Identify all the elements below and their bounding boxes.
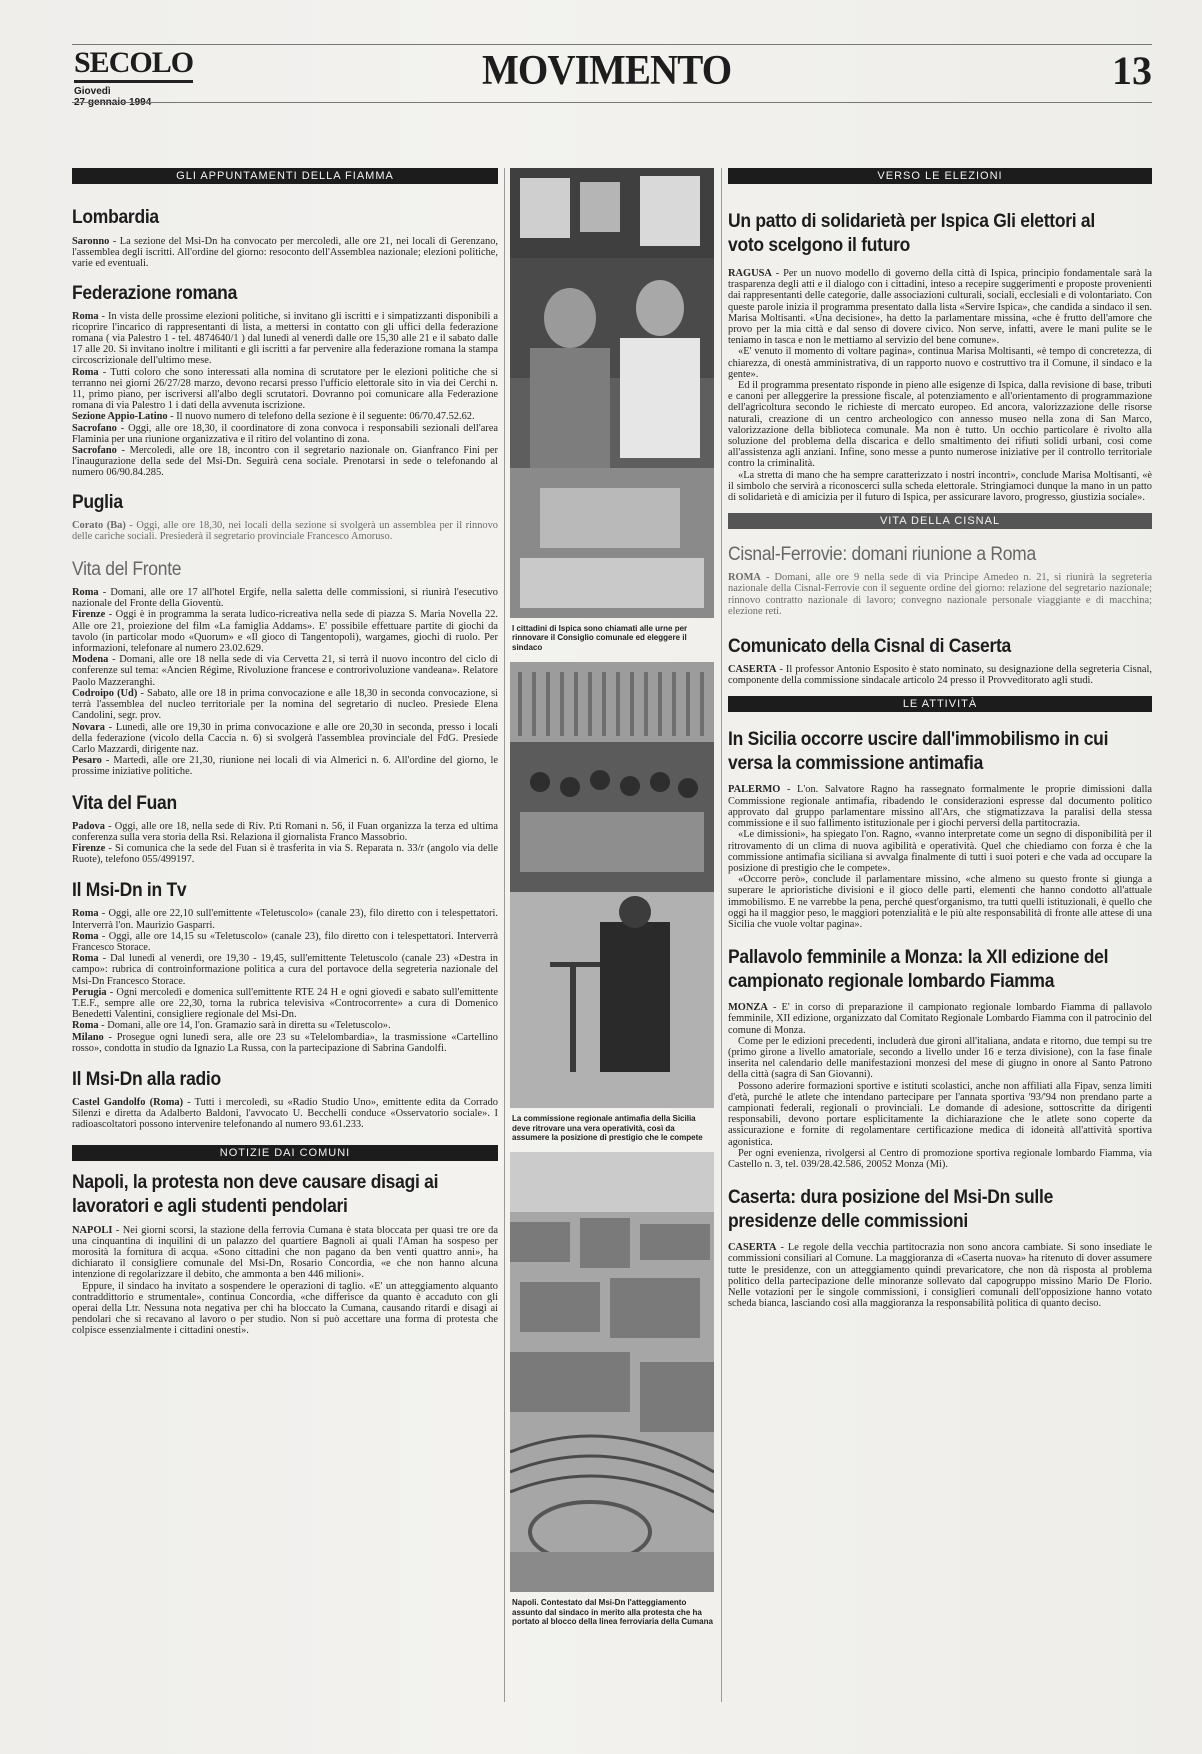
dateline: NAPOLI bbox=[72, 1224, 113, 1236]
article-text: - Oggi, alle ore 22,10 sull'emittente «Teletuscolo» (canale 23), filo diretto con i telespettatori. Interverrà l'on. Maurizio Gasparri. bbox=[72, 908, 498, 931]
article-radio bbox=[72, 1097, 498, 1131]
dateline: Sezione Appio-Latino bbox=[72, 411, 168, 423]
article-cisnal bbox=[728, 572, 1152, 617]
article-text: - Per un nuovo modello di governo della città di Ispica, principio fondamentale sarà la trasparenza degli atti e il dialogo con i cittadini, inteso a recepire suggerimenti e proposte provenienti dai rappresentanti delle categorie, dalle associazioni culturali, sociali, ecclesiali e di volontariato. Con queste parole inizia il programma presentato dalla lista «Servire Ispica», che candida a sindaco il sen. Marisa Moltisanti. «Una decisione», ha detto la parlamentare missina, «che è frutto dell'amore che provo per la mia città e dal senso di dovere civico. Non serve, infatti, avere le mani pulite se le teniamo in tasca e non le mettiamo al servizio del bene comune». bbox=[728, 268, 1152, 347]
section-kicker-cisnal: VITA DELLA CISNAL bbox=[728, 513, 1152, 529]
article-text: - Dal lunedì al venerdì, ore 19,30 - 19,45, sull'emittente Teletuscolo (canale 23) «Destra in campo»: rubrica di controinformazione politica a cura del portavoce della segreteria nazionale del Msi-Dn Francesco Storace. bbox=[72, 953, 498, 987]
dateline: CASERTA bbox=[728, 664, 777, 676]
article-text: - Oggi è in programma la serata ludico-ricreativa nella sede di piazza S. Maria Novella 22. Alle ore 21, proiezione del film «La famiglia Addams». E' possibile effettuare partite di giochi da tavolo (in particolar modo «Quorum» e «Il gioco di Tangentopoli), wargames, giochi di ruolo. Per informazioni, telefonare al numero 23.02.629. bbox=[72, 609, 498, 655]
article-text: - Sabato, alle ore 18 in prima convocazione e alle 18,30 in seconda convocazione, si terrà l'assemblea del nucleo territoriale per la nomina del segretario di nucleo. Presiede Elena Candolini, segr. prov. bbox=[72, 687, 499, 722]
dateline: Roma bbox=[72, 953, 99, 965]
photo-column bbox=[510, 168, 714, 1637]
dateline: Roma bbox=[72, 587, 99, 599]
heading-lombardia: Lombardia bbox=[72, 207, 159, 228]
article-fronte-6 bbox=[72, 755, 498, 777]
masthead-bottom-rule bbox=[72, 102, 1152, 103]
article-tv-1 bbox=[72, 908, 498, 930]
article-lombardia bbox=[72, 236, 498, 270]
dateline: Sacrofano bbox=[72, 445, 117, 457]
article-ispica-2: «E' venuto il momento di voltare pagina», continua Marisa Moltisanti, «è tempo di concretezza, di chiarezza, di onestà amministrativa, di un rapporto nuovo e costruttivo tra il Comune, il sindaco e la gente». bbox=[728, 346, 1152, 380]
article-text: - Oggi, alle ore 18,30, il coordinatore di zona convoca i responsabili sezionali dell'area Flaminia per una riunione organizzativa e il ritiro del volantino di zona. bbox=[72, 422, 498, 445]
article-roma-2 bbox=[72, 367, 498, 412]
newspaper-logo: SECOLO bbox=[74, 46, 193, 83]
dateline: Padova bbox=[72, 820, 105, 832]
article-roma-3 bbox=[72, 411, 498, 422]
dateline: Milano bbox=[72, 1031, 104, 1043]
dateline: CASERTA bbox=[728, 1242, 777, 1254]
issue-weekday: Giovedì bbox=[74, 86, 111, 97]
dateline: Roma bbox=[72, 1020, 99, 1032]
photo-antimafia-commission bbox=[510, 662, 714, 1108]
section-kicker-appuntamenti: GLI APPUNTAMENTI DELLA FIAMMA bbox=[72, 168, 498, 184]
photo-antimafia-image bbox=[510, 662, 714, 1108]
article-roma-1 bbox=[72, 311, 498, 367]
article-text: - Nei giorni scorsi, la stazione della ferrovia Cumana è stata bloccata per quasi tre ore da una cinquantina di inquilini di un palazzo del quartiere Bagnoli ai quali l'Aman ha sospeso per morosità la fornitura di acqua. «Sono cittadini che non pagano da ben venti quattro anni», ha dichiarato il consigliere comunale del Msi-Dn, Rosario Concordia, «e che non hanno alcuna intenzione di regolarizzare il debito, che ammonta a ben 446 milioni». bbox=[72, 1224, 498, 1281]
article-monza-1 bbox=[728, 1002, 1152, 1036]
section-kicker-attivita: LE ATTIVITÀ bbox=[728, 696, 1152, 712]
article-ispica-3: Ed il programma presentato risponde in pieno alle esigenze di Ispica, dalla revisione di base, tributi e canoni per alleggerire la pressione fiscale, al potenziamento e all'orientamento di programmazione dell'agricoltura secondo le richieste di mercato europeo. Ed ancora, valorizzazione delle risorse naturali, creazione di un centro archeologico con annesso museo nella zona di San Marco, valorizzazione della biblioteca comunale. Ma non è tutto. Un occhio particolare è rivolto alla soluzione del problema della discarica e dello smaltimento dei rifiuti solidi urbani, così come all'assistenza agli anziani. Infine, sono messe a punto numerose iniziative per il controllo territoriale contro la criminalità. bbox=[728, 380, 1152, 470]
article-sicilia-1 bbox=[728, 784, 1152, 829]
article-tv-3 bbox=[72, 953, 498, 987]
article-text: - Domani, alle ore 14, l'on. Gramazio sarà in diretta su «Teletuscolo». bbox=[98, 1020, 391, 1032]
article-sicilia-2: «Le dimissioni», ha spiegato l'on. Ragno, «vanno interpretate come un segno di disponibilità per il ritrovamento di un clima di nuova agibilità e operatività. Quel che chiediamo con forza è che la commissione antimafia siciliana si avvalga finalmente di tutti i suoi poteri e che vada ad occupare la posizione di prestigio che le compete». bbox=[728, 829, 1152, 874]
article-fuan-2 bbox=[72, 843, 498, 865]
article-cisnal-caserta bbox=[728, 664, 1152, 686]
issue-date bbox=[74, 86, 151, 108]
dateline: Roma bbox=[72, 310, 99, 322]
photo-caption-napoli: Napoli. Contestato dal Msi-Dn l'atteggiamento assunto dal sindaco in merito alla protesta che ha portato al blocco della linea ferroviaria della Cumana bbox=[512, 1598, 713, 1627]
article-text: - In vista delle prossime elezioni politiche, si invitano gli iscritti e i simpatizzanti disponibili a ricoprire l'incarico di rappresentanti di lista, a mettersi in contatto con gli uffici della federazione romana ( via Palestro 1 - tel. 4874640/1 ) dal lunedì al venerdì dalle ore 15,30 alle 21 e il sabato dalle 17 alle 20. Si invitano inoltre i militanti e gli iscritti a far pervenire alla federazione romana la stampa circoscrizionale dell'ultimo mese. bbox=[72, 310, 498, 367]
article-fronte-4 bbox=[72, 688, 498, 722]
heading-cisnal-ferrovie: Cisnal-Ferrovie: domani riunione a Roma bbox=[728, 544, 1036, 566]
article-text: - Prosegue ogni lunedì sera, alle ore 23 su «Telelombardia», la trasmissione «Cartellino rosso», condotta in studio da Ignazio La Russa, con la partecipazione di Sabrina Gandolfi. bbox=[72, 1031, 498, 1054]
article-roma-4 bbox=[72, 423, 498, 445]
article-text: - L'on. Salvatore Ragno ha rassegnato formalmente le proprie dimissioni dalla Commissione regionale antimafia, ribadendo le considerazioni espresse dal documento politico approvato dal gruppo parlamentare missino all'Ars, che stigmatizzava la paralisi della stessa commissione e il suo fallimento istituzionale per i giochi perversi della partitocrazia. bbox=[728, 784, 1152, 830]
article-roma-5 bbox=[72, 445, 498, 479]
heading-caserta-presidenze: Caserta: dura posizione del Msi-Dn sulle presidenze delle commissioni bbox=[728, 1187, 1054, 1233]
article-tv-5 bbox=[72, 1020, 498, 1031]
heading-ispica: Un patto di solidarietà per Ispica Gli elettori al voto scelgono il futuro bbox=[728, 211, 1095, 256]
dateline: ROMA bbox=[728, 572, 761, 584]
dateline: Firenze bbox=[72, 609, 106, 621]
article-text: - Oggi, alle ore 14,15 su «Teletuscolo» (canale 23), filo diretto con i telespettatori. Interverrà Francesco Storace. bbox=[72, 930, 498, 953]
dateline: Modena bbox=[72, 654, 109, 666]
dateline: Sacrofano bbox=[72, 422, 117, 434]
photo-napoli-image bbox=[510, 1152, 714, 1592]
dateline: RAGUSA bbox=[728, 268, 772, 279]
article-text: - Lunedì, alle ore 19,30 in prima convocazione e alle ore 20,30 in seconda, presso i locali della federazione (vicolo della Caccia n. 6) si svolgerà l'assemblea provinciale del FdG. Presiede Carlo Mazzardi, dirigente naz. bbox=[72, 721, 498, 755]
masthead-top-rule bbox=[72, 44, 1152, 45]
article-monza-4: Per ogni evenienza, rivolgersi al Centro di promozione sportiva regionale lombardo Fiamma, via Castello n. 3, tel. 039/28.42.586, 20052 Monza (Mi). bbox=[728, 1147, 1152, 1170]
dateline: Pesaro bbox=[72, 755, 102, 767]
photo-caption-antimafia: La commissione regionale antimafia della Sicilia deve ritrovare una vera operatività, così da assumere la posizione di prestigio che le compete bbox=[512, 1114, 703, 1143]
article-ispica-4: «La stretta di mano che ha sempre caratterizzato i nostri incontri», conclude Marisa Moltisanti, «è il simbolo che servirà a riconoscerci sulla scheda elettorale. Stringiamoci dunque la mano in un patto di solidarietà e di amicizia per il futuro di Ispica, per assicurare lavoro, progresso, giustizia sociale». bbox=[728, 469, 1152, 504]
article-fronte-2 bbox=[72, 609, 498, 654]
dateline: Roma bbox=[72, 930, 99, 942]
dateline: Codroipo (Ud) bbox=[72, 687, 138, 699]
article-caserta-presidenze bbox=[728, 1242, 1152, 1309]
photo-ispica-voters bbox=[510, 168, 714, 618]
article-text: - Mercoledì, alle ore 18, incontro con il segretario nazionale on. Gianfranco Fini per l'inaugurazione della sede del Msi-Dn. Seguirà cena sociale. Prenotarsi in sede o telefonando al numero 06/90.84.285. bbox=[72, 445, 498, 479]
section-kicker-comuni: NOTIZIE DAI COMUNI bbox=[72, 1145, 498, 1161]
dateline: Novara bbox=[72, 721, 105, 733]
heading-puglia: Puglia bbox=[72, 491, 123, 513]
heading-msi-in-tv: Il Msi-Dn in Tv bbox=[72, 880, 187, 902]
article-puglia bbox=[72, 520, 498, 542]
article-text: - Martedì, alle ore 21,30, riunione nei locali di via Almerici n. 6. All'ordine del giorno, le prossime iniziative politiche. bbox=[72, 755, 498, 778]
heading-federazione-romana: Federazione romana bbox=[72, 282, 238, 304]
article-text: - Ogni mercoledì e domenica sull'emittente RTE 24 H e ogni giovedì e sabato sull'emittente T.E.F., sempre alle ore 22,30, torna la rubrica televisiva «Controcorrente» a cura di Domenico Benedetti Valentini, consigliere regionale del Msi-Dn. bbox=[72, 986, 498, 1021]
heading-vita-del-fronte: Vita del Fronte bbox=[72, 559, 182, 581]
article-fronte-3 bbox=[72, 654, 498, 688]
article-text: - La sezione del Msi-Dn ha convocato per mercoledì, alle ore 21, nei locali di Gerenzano, l'assemblea degli iscritti. All'ordine del giorno: resoconto dell'Assemblea nazionale; elezioni politiche, varie ed eventuali. bbox=[72, 236, 498, 270]
article-text: - Si comunica che la sede del Fuan si è trasferita in via S. Reparata n. 33/r (angolo via delle Ruote), telefono 055/499197. bbox=[72, 842, 498, 866]
article-text: - Tutti i mercoledì, su «Radio Studio Uno», emittente edita da Corrado Silenzi e diretta da Adalberto Baldoni, l'avvocato U. Becchelli conduce «Osservatorio sociale». I radioascoltatori possono intervenire telefonando al numero 93.61.233. bbox=[72, 1096, 498, 1131]
article-fuan-1 bbox=[72, 821, 498, 843]
dateline: Corato (Ba) bbox=[72, 519, 126, 531]
article-tv-6 bbox=[72, 1032, 498, 1054]
article-text: - Domani, alle ore 17 all'hotel Ergife, nella saletta delle commissioni, si riunirà l'esecutivo nazionale del Fronte della Gioventù. bbox=[72, 587, 498, 610]
article-fronte-1 bbox=[72, 587, 498, 609]
masthead bbox=[72, 40, 1152, 110]
article-text: - Tutti coloro che sono interessati alla nomina di scrutatore per le elezioni politiche che si terranno nei giorni 26/27/28 marzo, devono recarsi presso l'ufficio elettorale sito in via dei Cerchi n. 11, primo piano, per iscriversi all'albo degli scrutatori. Dovranno poi comunicare alla Federazione romana di via Palestro 1 i dati della avvenuta iscrizione. bbox=[72, 366, 498, 412]
article-sicilia-3: «Occorre però», conclude il parlamentare missino, «che almeno su questo fronte si giunga a superare le aprioristiche divisioni e il gioco delle parti, elementi che hanno condotto all'attuale immobilismo. E ne varrebbe la pena, perché quest'organismo, tra tutti quelli istituzionali, è quello che oggi ha il maggior peso, le maggiori potenzialità e le più alte responsabilità di fronte alle attese di una Sicilia che vuole voltar pagina». bbox=[728, 874, 1152, 930]
dateline: MONZA bbox=[728, 1002, 768, 1014]
article-fronte-5 bbox=[72, 722, 498, 756]
photo-ispica-image bbox=[510, 168, 714, 618]
article-ispica-1 bbox=[728, 268, 1152, 346]
dateline: Perugia bbox=[72, 986, 107, 998]
article-text: - Domani, alle ore 9 nella sede di via Principe Amedeo n. 21, si riunirà la segreteria nazionale della Cisnal-Ferrovie con il seguente ordine del giorno: relazione del segretario nazionale; rinnovo contratto nazionale di lavoro; convegno nazionale personale viaggiante e di macchina; elezione reti. bbox=[728, 572, 1152, 617]
article-text: - Oggi, alle ore 18,30, nei locali della sezione si svolgerà un assemblea per il rinnovo delle cariche sociali. Presiederà il segretario provinciale Francesco Amoruso. bbox=[72, 519, 498, 542]
article-monza-3: Possono aderire formazioni sportive e istituti scolastici, anche non affiliati alla Fipav, senza limiti d'età, purché le atlete che intendano partecipare per l'annata sportiva '93/'94 non prendano parte a campionati federali, regionali o provinciali. Le domande di adesione, sottoscritte da dirigenti responsabili, devono portare esplicitamente la dichiarazione che le atlete sono coperte da assicurazione e fornite di regolamentare certificazione medica di idoneità all'attività sportiva agonistica. bbox=[728, 1080, 1152, 1148]
article-napoli-2: Eppure, il sindaco ha invitato a sospendere le operazioni di taglio. «E' un atteggiamento alquanto contraddittorio e strumentale», continua Concordia, «che differisce da quanto è accaduto con gli operai della Ltr. Nessuna nota negativa per chi ha bloccato la Cumana, causando ritardi e disagi ai pendolari che si recavano al lavoro o per studio. Non si può accettare una forma di protesta che colpisce essenzialmente i cittadini onesti». bbox=[72, 1280, 498, 1337]
heading-cisnal-caserta: Comunicato della Cisnal di Caserta bbox=[728, 636, 1012, 658]
section-title: MOVIMENTO bbox=[482, 48, 732, 94]
article-napoli-1 bbox=[72, 1225, 498, 1281]
page-number: 13 bbox=[1112, 48, 1152, 93]
heading-napoli: Napoli, la protesta non deve causare disagi ai lavoratori e agli studenti pendolari bbox=[72, 1171, 439, 1217]
article-text: - Le regole della vecchia partitocrazia non sono ancora cambiate. Si sono insediate le commissioni consiliari al Comune. La maggioranza di «Caserta nuova» ha ritenuto di dover assumere tutte le presidenze, con un atteggiamento quindi prevaricatore, che non dà risposta al problema politico della partecipazione delle minoranze sollevato dal capogruppo missino Mario De Florio. Nelle votazioni per le singole commissioni, i consiglieri comunali dell'opposizione hanno votato scheda bianca, lasciando così alla maggioranza la responsabilità politica di quanto deciso. bbox=[728, 1242, 1152, 1310]
column-divider-right bbox=[721, 168, 722, 1702]
dateline: Firenze bbox=[72, 842, 106, 854]
news-column bbox=[728, 168, 1152, 1309]
article-text: - Domani, alle ore 18 nella sede di via Cervetta 21, si terrà il nuovo incontro del ciclo di conferenze sul tema: «Ancien Régime, Rivoluzione francese e controrivoluzione vandeana». Relatore Paolo Mazzeranghi. bbox=[72, 654, 498, 688]
heading-msi-alla-radio: Il Msi-Dn alla radio bbox=[72, 1068, 221, 1090]
heading-vita-del-fuan: Vita del Fuan bbox=[72, 792, 177, 814]
section-kicker-elezioni: VERSO LE ELEZIONI bbox=[728, 168, 1152, 184]
article-text: - Oggi, alle ore 18, nella sede di Riv. P.ti Romani n. 56, il Fuan organizza la terza ed ultima conferenza sulla vera storia della Rsi. Relaziona il giornalista Franco Massobrio. bbox=[72, 820, 498, 843]
article-text: - Il nuovo numero di telefono della sezione è il seguente: 06/70.47.52.62. bbox=[167, 411, 475, 423]
article-tv-2 bbox=[72, 931, 498, 953]
column-divider-left bbox=[504, 168, 505, 1702]
dateline: Saronno bbox=[72, 236, 110, 247]
photo-caption-ispica: I cittadini di Ispica sono chiamati alle urne per rinnovare il Consiglio comunale ed eleggere il sindaco bbox=[512, 624, 688, 652]
heading-pallavolo-monza: Pallavolo femminile a Monza: la XII edizione del campionato regionale lombardo Fiamma bbox=[728, 947, 1109, 993]
appointments-column bbox=[72, 168, 498, 1337]
article-tv-4 bbox=[72, 987, 498, 1021]
article-text: - Il professor Antonio Esposito è stato nominato, su designazione della segreteria Cisnal, componente della commissione sindacale articolo 24 presso il Provveditorato agli studi. bbox=[728, 664, 1152, 687]
heading-sicilia: In Sicilia occorre uscire dall'immobilismo in cui versa la commissione antimafia bbox=[728, 729, 1109, 775]
dateline: Castel Gandolfo (Roma) bbox=[72, 1096, 184, 1108]
dateline: Roma bbox=[72, 366, 99, 378]
article-text: - E' in corso di preparazione il campionato regionale lombardo Fiamma di pallavolo femminile, XII edizione, organizzato dal Comitato Regionale Lombardo Fiamma con il patrocinio del comune di Monza. bbox=[728, 1002, 1152, 1036]
dateline: Roma bbox=[72, 908, 99, 920]
photo-napoli-railway bbox=[510, 1152, 714, 1592]
article-monza-2: Come per le edizioni precedenti, includerà due gironi all'italiana, andata e ritorno, due tempi su tre (primo girone a livello amatoriale, secondo a livello under 16 e terza divisione), con la fase finale inserita nel calendario delle manifestazioni monzesi del mese di giugno in onore al Santo Patrono della città (sagra di San Giovanni). bbox=[728, 1035, 1152, 1081]
dateline: PALERMO bbox=[728, 784, 781, 796]
